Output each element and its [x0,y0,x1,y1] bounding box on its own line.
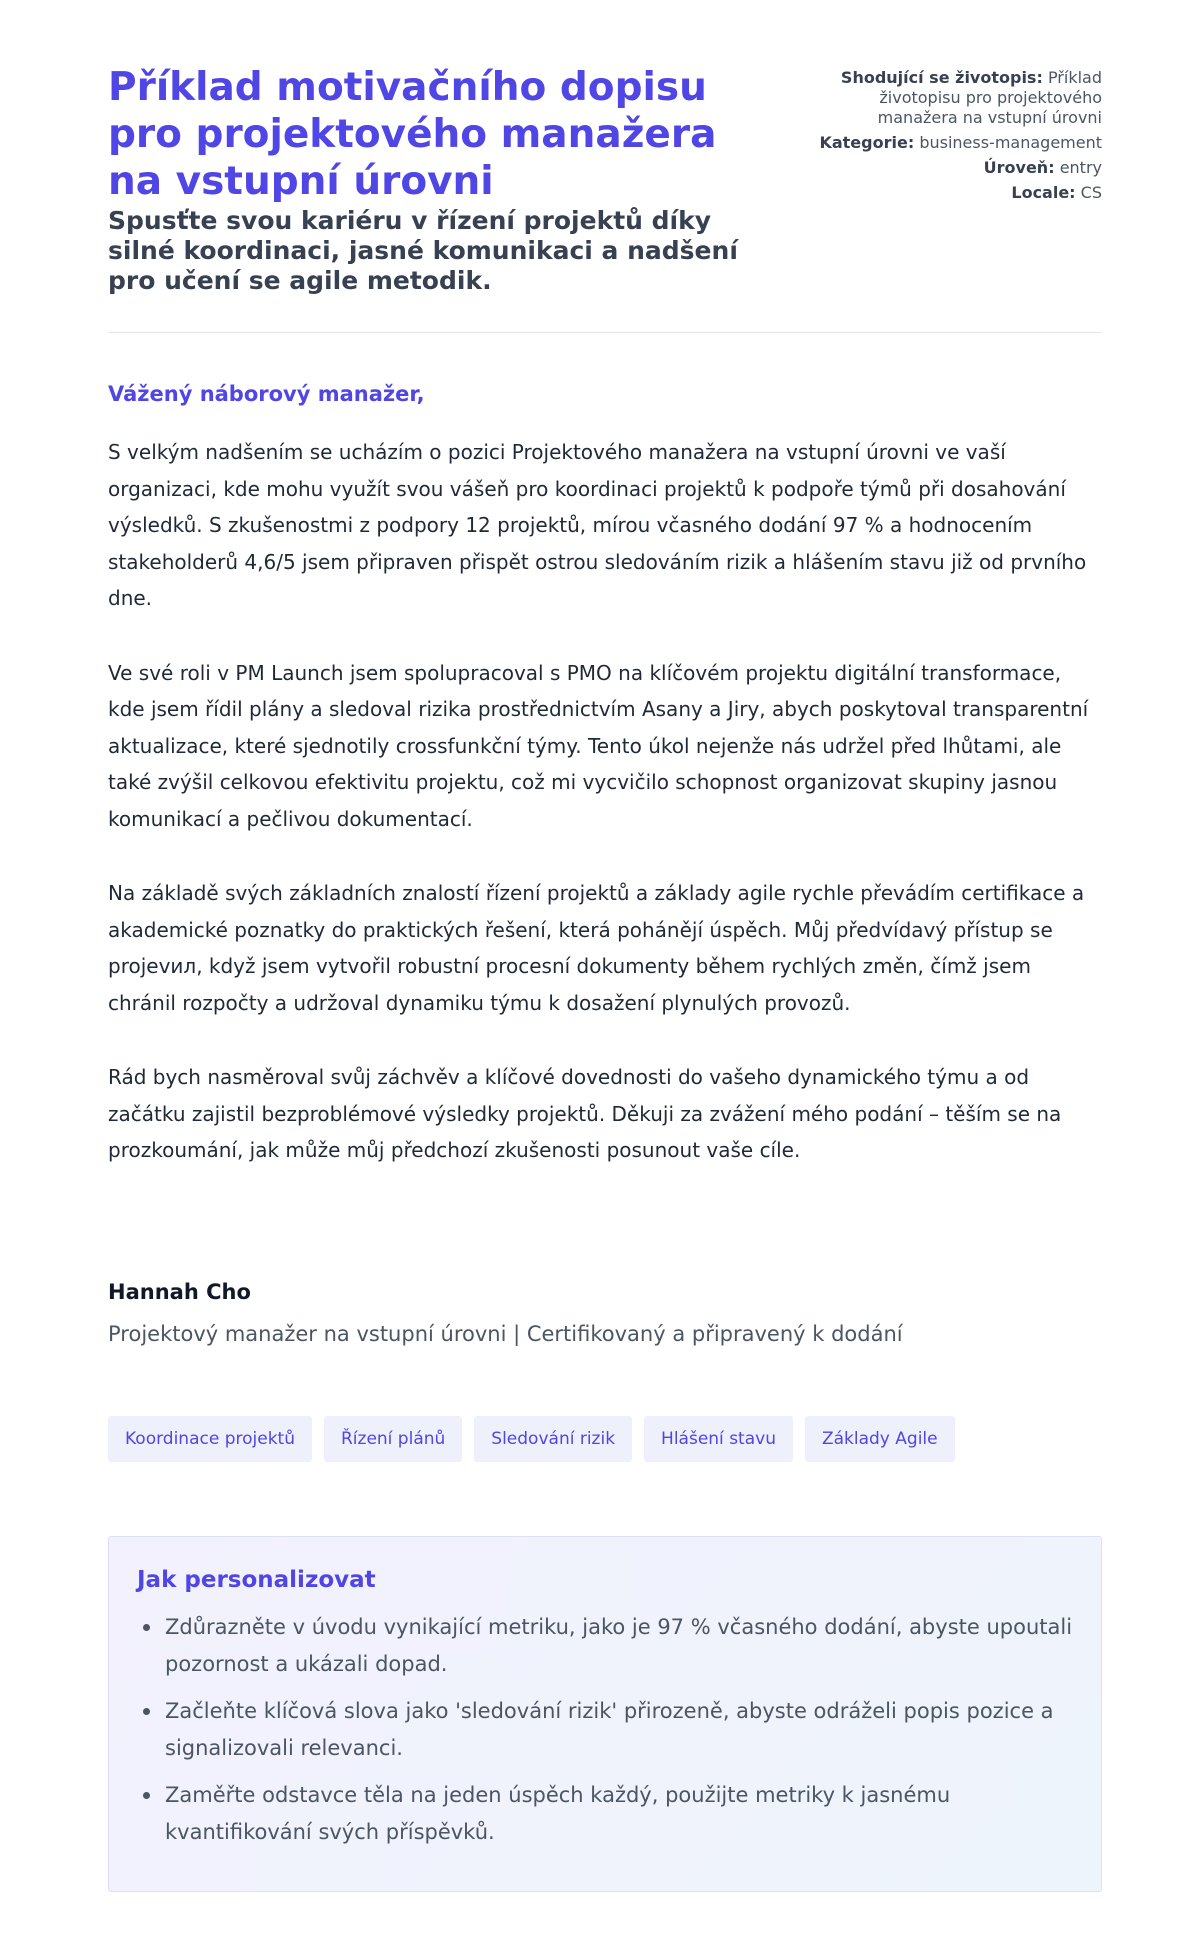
tips-title: Jak personalizovat [137,1567,376,1593]
letter-paragraph: Rád bych nasměroval svůj záchvěv a klíčové dovednosti do vašeho dynamického týmu a od začátku zajistil bezproblémové výsledky projektů. Děkuji za zvážení mého podání – těším se na prozkoumání, jak může můj předchozí zkušenosti posunout vaše cíle. [108,1065,1062,1162]
meta-locale-key: Locale: [1011,183,1076,202]
page-subtitle: Spusťte svou kariéru v řízení projektů díky silné koordinaci, jasné komunikaci a nadšení pro učení se agile metodik. [108,206,738,295]
bullet-icon [143,1792,150,1799]
meta-locale-value: CS [1080,183,1102,202]
meta-level [802,158,1102,178]
letter-paragraph: Ve své roli v PM Launch jsem spolupracoval s PMO na klíčovém projektu digitální transformace, kde jsem řídil plány a sledoval rizika prostřednictvím Asany a Jiry, abych poskytoval transparentní aktualizace, které sjednotily crossfunkční týmy. Tento úkol nejenže nás udržel před lhůtami, ale také zvýšil celkovou efektivitu projektu, což mi vycvičilo schopnost organizovat skupiny jasnou komunikací a pečlivou dokumentací. [108,660,1089,831]
page-header [108,64,1102,332]
tips-item-text: Zaměřte odstavce těla na jeden úspěch každý, použijte metriky k jasnému kvantifikování svých příspěvků. [165,1783,951,1844]
salutation: Vážený náborový manažer, [108,382,425,406]
letter-paragraph: Na základě svých základních znalostí řízení projektů a základy agile rychle převádím certifikace a akademické poznatky do praktických řešení, která pohánějí úspěch. Můj předvídavý přístup se projevил, když jsem vytvořil robustní procesní dokumenty během rychlých změn, čímž jsem chránil rozpočty a udržoval dynamiku týmu k dosažení plynulých provozů. [108,881,1085,1015]
meta-level-key: Úroveň: [983,158,1055,177]
bullet-icon [143,1624,150,1631]
skill-tags [108,1416,955,1462]
meta-category-key: Kategorie: [819,133,915,152]
tips-item [165,1693,1073,1767]
meta-locale [802,183,1102,203]
header-divider [108,332,1102,333]
bullet-icon [143,1708,150,1715]
personalize-tips-box [108,1536,1102,1892]
skill-tag: Sledování rizik [474,1416,632,1462]
signature-title: Projektový manažer na vstupní úrovni | Certifikovaný a připravený k dodání [108,1322,903,1346]
skill-tag: Řízení plánů [324,1416,462,1462]
tips-item-text: Zdůrazněte v úvodu vynikající metriku, jako je 97 % včasného dodání, abyste upoutali pozornost a ukázali dopad. [165,1615,1073,1676]
skill-tag: Koordinace projektů [108,1416,312,1462]
tips-item [165,1609,1073,1683]
tips-list [137,1609,1073,1851]
meta-category [802,133,1102,153]
tips-item-text: Začleňte klíčová slova jako 'sledování rizik' přirozeně, abyste odráželi popis pozice a signalizovali relevanci. [165,1699,1054,1760]
tips-item [165,1777,1073,1851]
skill-tag: Základy Agile [805,1416,955,1462]
meta-level-value: entry [1059,158,1102,177]
letter-paragraph: S velkým nadšením se ucházím o pozici Projektového manažera na vstupní úrovni ve vaší organizaci, kde mohu využít svou vášeň pro koordinaci projektů k podpoře týmů při dosahování výsledků. S zkušenostmi z podpory 12 projektů, mírou včasného dodání 97 % a hodnocením stakeholderů 4,6/5 jsem připraven přispět ostrou sledováním rizik a hlášením stavu již od prvního dne. [108,440,1087,610]
meta-info [802,68,1102,208]
letter-body [108,434,1102,1207]
meta-resume-value: Příklad životopisu pro projektového manažera na vstupní úrovni [877,68,1102,127]
skill-tag: Hlášení stavu [644,1416,793,1462]
meta-category-value: business-management [919,133,1102,152]
meta-resume [802,68,1102,128]
page-title: Příklad motivačního dopisu pro projektového manažera na vstupní úrovni [108,65,717,204]
meta-resume-key: Shodující se životopis: [840,68,1043,87]
signature-name: Hannah Cho [108,1280,251,1304]
